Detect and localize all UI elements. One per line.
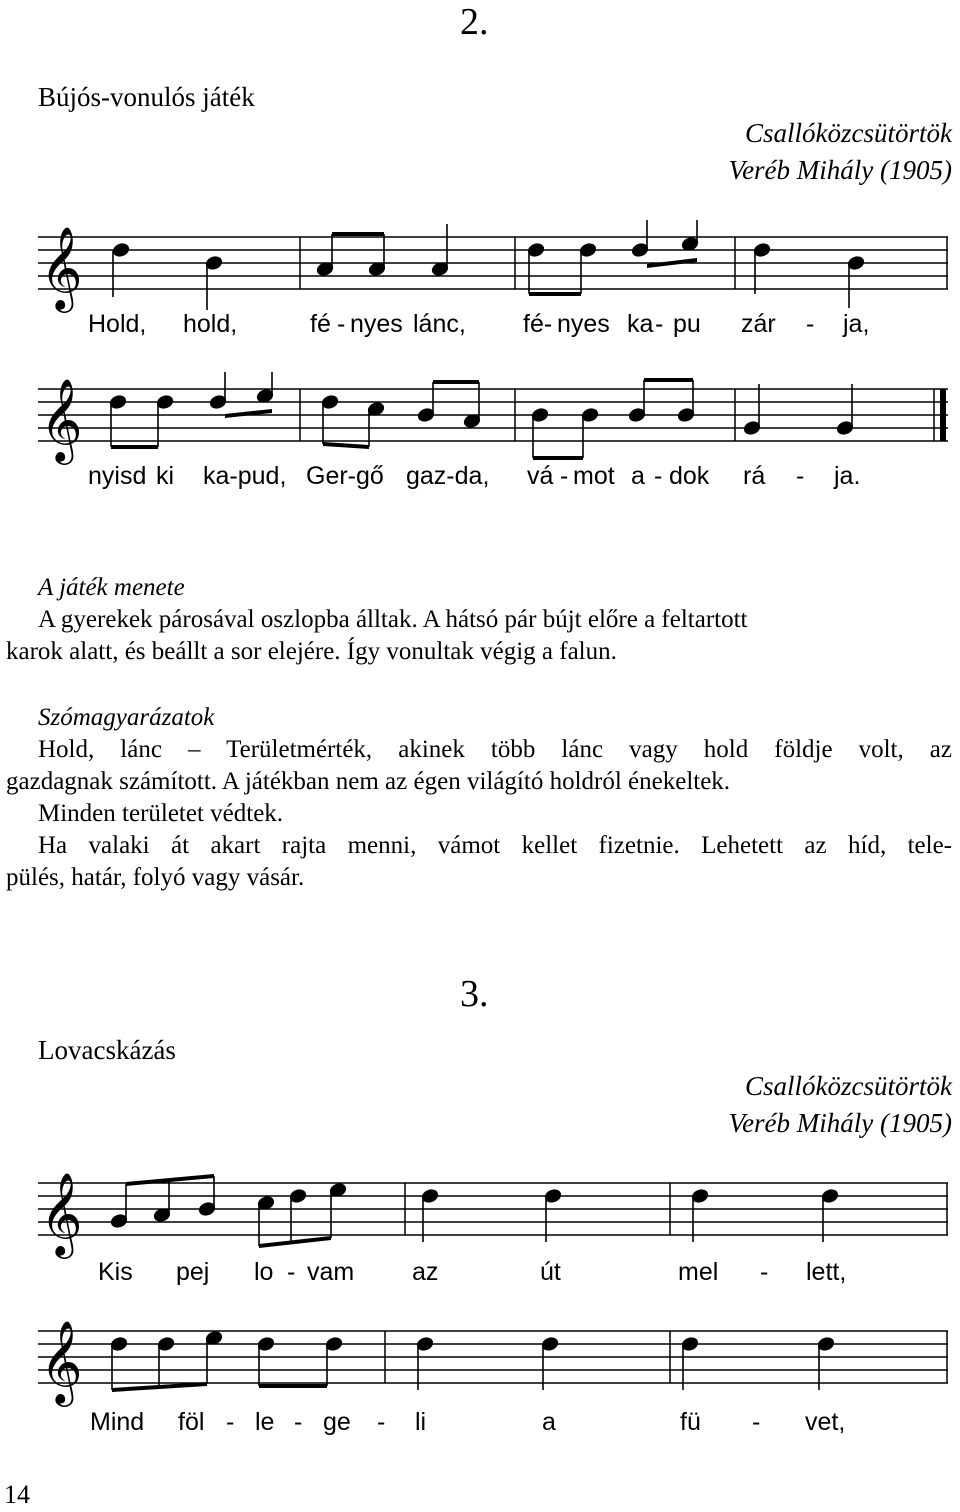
final-barline: [940, 389, 946, 441]
lyric-syllable: ka-pud,: [203, 462, 287, 490]
lyric-syllable: ki: [156, 462, 175, 490]
staff-lines: [38, 389, 948, 441]
lyric-syllable: lo: [254, 1258, 274, 1286]
treble-clef-icon: 𝄞: [40, 225, 83, 309]
lyric-hyphen: -: [806, 310, 815, 338]
lyric-syllable: ka: [627, 310, 654, 338]
lyric-syllable: le: [255, 1408, 275, 1436]
music-staff: [0, 220, 960, 320]
text-line: pülés, határ, folyó vagy vásár.: [6, 864, 305, 891]
lyric-syllable: nyisd: [88, 462, 147, 490]
lyric-hyphen: -: [377, 1408, 386, 1436]
glossary-heading: Szómagyarázatok: [38, 704, 215, 731]
lyric-syllable: az: [412, 1258, 439, 1286]
song-place: Csallóközcsütörtök: [745, 1071, 952, 1101]
lyric-syllable: lett,: [806, 1258, 847, 1286]
game-description: [6, 572, 952, 668]
lyric-syllable: Mind: [90, 1408, 145, 1436]
lyric-syllable: Hold,: [88, 310, 147, 338]
notes: [109, 372, 854, 460]
song-singer: Veréb Mihály (1905): [728, 1108, 952, 1138]
lyric-syllable: hold,: [183, 310, 238, 338]
text-line: Hold, lánc – Területmérték, akinek több lánc vagy hold földje volt, az: [38, 736, 952, 763]
lyric-hyphen: -: [752, 1408, 761, 1436]
staff-lines: [38, 237, 948, 289]
lyric-hyphen: -: [560, 462, 569, 490]
lyric-hyphen: -: [287, 1258, 296, 1286]
lyric-hyphen: -: [796, 462, 805, 490]
lyric-syllable: út: [540, 1258, 561, 1286]
song-place: Csallóközcsütörtök: [745, 118, 952, 148]
song-title: Lovacskázás: [38, 1035, 176, 1065]
music-staff: [0, 1166, 960, 1266]
music-staff: [0, 1314, 960, 1414]
staff-lines: [38, 1183, 948, 1235]
treble-clef-icon: 𝄞: [40, 1171, 83, 1255]
lyric-hyphen: -: [226, 1408, 235, 1436]
lyrics-line: [0, 310, 960, 342]
lyric-syllable: vá: [527, 462, 554, 490]
treble-clef-icon: 𝄞: [40, 1319, 83, 1403]
note: [112, 242, 130, 257]
lyric-hyphen: -: [654, 462, 663, 490]
lyric-syllable: ge: [323, 1408, 351, 1436]
lyric-syllable: fé: [310, 310, 331, 338]
text-line: Ha valaki át akart rajta menni, vámot kellet fizetnie. Lehetett az híd, tele-: [38, 832, 952, 859]
glossary: [6, 702, 952, 894]
lyric-syllable: lánc,: [413, 310, 466, 338]
text-line: Minden területet védtek.: [38, 800, 284, 827]
lyric-syllable: li: [415, 1408, 427, 1436]
lyric-syllable: ja.: [834, 462, 861, 490]
song-singer: Veréb Mihály (1905): [728, 155, 952, 185]
lyric-syllable: mel: [678, 1258, 719, 1286]
lyrics-line: [0, 1408, 960, 1440]
song-title: Bújós-vonulós játék: [38, 82, 255, 112]
lyric-syllable: fé-: [523, 310, 553, 338]
lyric-syllable: nyes: [557, 310, 610, 338]
text-line: A gyerekek párosával oszlopba álltak. A hátsó pár bújt előre a feltartott: [38, 606, 748, 633]
lyric-syllable: fü: [680, 1408, 701, 1436]
lyric-syllable: a: [542, 1408, 556, 1436]
lyrics-line: [0, 1258, 960, 1290]
lyric-hyphen: -: [655, 310, 664, 338]
lyric-syllable: gaz-da,: [406, 462, 490, 490]
lyric-syllable: Kis: [98, 1258, 133, 1286]
lyric-hyphen: -: [294, 1408, 303, 1436]
lyric-syllable: föl: [178, 1408, 205, 1436]
lyrics-line: [0, 462, 960, 494]
lyric-syllable: vet,: [805, 1408, 846, 1436]
text-line: gazdagnak számított. A játékban nem az égen világító holdról énekeltek.: [6, 768, 731, 795]
lyric-hyphen: -: [337, 310, 346, 338]
notes: [110, 1174, 839, 1248]
page-number: 14: [4, 1480, 30, 1509]
staff-lines: [38, 1331, 948, 1383]
text-line: karok alatt, és beállt a sor elejére. Így vonultak végig a falun.: [6, 638, 617, 665]
lyric-syllable: mot: [573, 462, 615, 490]
lyric-syllable: zár: [741, 310, 776, 338]
song-number: 3.: [460, 973, 489, 1015]
lyric-syllable: nyes: [350, 310, 403, 338]
lyric-syllable: Ger-gő: [306, 462, 384, 490]
lyric-hyphen: -: [760, 1258, 769, 1286]
notes: [112, 220, 865, 310]
lyric-syllable: a: [631, 462, 645, 490]
lyric-syllable: ja,: [843, 310, 870, 338]
song-number: 2.: [460, 1, 489, 43]
game-heading: A játék menete: [38, 574, 185, 601]
lyric-syllable: pej: [176, 1258, 210, 1286]
lyric-syllable: pu: [673, 310, 701, 338]
lyric-syllable: vam: [307, 1258, 355, 1286]
treble-clef-icon: 𝄞: [40, 377, 83, 461]
lyric-syllable: rá: [743, 462, 766, 490]
music-staff: [0, 372, 960, 472]
lyric-syllable: dok: [669, 462, 710, 490]
